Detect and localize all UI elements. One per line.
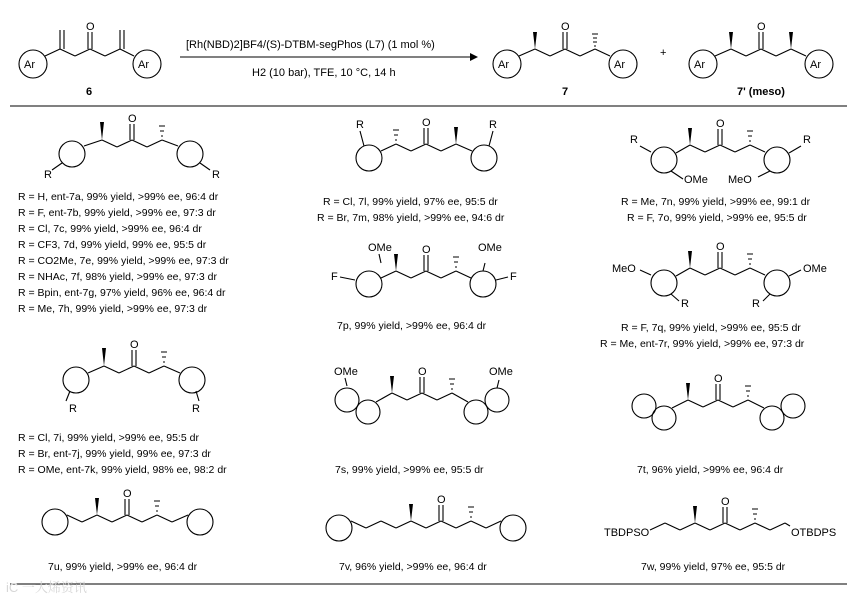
ar-label: Ar: [614, 59, 625, 71]
carbonyl-o: O: [561, 21, 570, 33]
ome-label: OMe: [684, 174, 708, 186]
product-7-meso: [689, 21, 833, 98]
carbonyl-o: O: [418, 366, 427, 378]
structure-7s: [334, 366, 513, 424]
tbdpso-label: TBDPSO: [604, 527, 650, 539]
structure-7q-r: [612, 241, 827, 310]
ome-label: OMe: [489, 366, 513, 378]
substrate-label: 6: [86, 86, 93, 98]
result-line: R = Me, 7n, 99% yield, >99% ee, 99:1 dr: [621, 196, 811, 208]
result-line: 7u, 99% yield, >99% ee, 96:4 dr: [48, 561, 198, 573]
meo-label: MeO: [728, 174, 752, 186]
results-7a-h: [18, 191, 229, 315]
ar-label: Ar: [138, 59, 149, 71]
structure-7p: [331, 242, 517, 297]
results-7p: [337, 320, 487, 332]
result-line: R = Cl, 7l, 99% yield, 97% ee, 95:5 dr: [323, 196, 498, 208]
result-line: R = OMe, ent-7k, 99% yield, 98% ee, 98:2 dr: [18, 464, 227, 476]
result-line: R = Me, 7h, 99% yield, >99% ee, 97:3 dr: [18, 303, 208, 315]
structure-7v: [326, 494, 526, 541]
results-7n-o: [621, 196, 811, 224]
structure-7i-k: [63, 339, 205, 415]
otbdps-label: OTBDPS: [791, 527, 837, 539]
result-line: R = F, 7o, 99% yield, >99% ee, 95:5 dr: [627, 212, 807, 224]
result-line: R = H, ent-7a, 99% yield, >99% ee, 96:4 dr: [18, 191, 219, 203]
results-7v: [339, 561, 487, 573]
ome-label: OMe: [334, 366, 358, 378]
product-7: [493, 21, 637, 98]
substituent-r: R: [44, 169, 52, 181]
result-line: R = CF3, 7d, 99% yield, 99% ee, 95:5 dr: [18, 239, 207, 251]
substituent-r: R: [681, 298, 689, 310]
fluoro-label: F: [331, 271, 338, 283]
result-line: 7t, 96% yield, >99% ee, 96:4 dr: [637, 464, 784, 476]
structure-7w: [604, 496, 836, 539]
result-line: R = F, 7q, 99% yield, >99% ee, 95:5 dr: [621, 322, 801, 334]
carbonyl-o: O: [714, 373, 723, 385]
carbonyl-o: O: [128, 113, 137, 125]
structure-7n-o: [630, 118, 811, 186]
watermark: iC 一大烯资讯: [6, 580, 87, 595]
carbonyl-o: O: [86, 21, 95, 33]
carbonyl-o: O: [721, 496, 730, 508]
structure-7l-m: [356, 117, 497, 171]
result-line: 7p, 99% yield, >99% ee, 96:4 dr: [337, 320, 487, 332]
meo-label: MeO: [612, 263, 636, 275]
ome-label: OMe: [478, 242, 502, 254]
reagent-line-1: [Rh(NBD)2]BF4/(S)-DTBM-segPhos (L7) (1 mol %): [186, 39, 435, 51]
substituent-r: R: [803, 134, 811, 146]
substituent-r: R: [212, 169, 220, 181]
ar-label: Ar: [498, 59, 509, 71]
substituent-r: R: [69, 403, 77, 415]
fluoro-label: F: [510, 271, 517, 283]
result-line: R = Br, 7m, 98% yield, >99% ee, 94:6 dr: [317, 212, 505, 224]
plus-sign: +: [660, 47, 667, 59]
reagent-line-2: H2 (10 bar), TFE, 10 °C, 14 h: [252, 67, 396, 79]
substituent-r: R: [192, 403, 200, 415]
carbonyl-o: O: [422, 244, 431, 256]
carbonyl-o: O: [437, 494, 446, 506]
carbonyl-o: O: [123, 488, 132, 500]
result-line: R = Bpin, ent-7g, 97% yield, 96% ee, 96:4 dr: [18, 287, 226, 299]
carbonyl-o: O: [716, 118, 725, 130]
result-line: R = F, ent-7b, 99% yield, >99% ee, 97:3 dr: [18, 207, 216, 219]
ar-label: Ar: [694, 59, 705, 71]
results-7t: [637, 464, 784, 476]
result-line: R = Me, ent-7r, 99% yield, >99% ee, 97:3 dr: [600, 338, 805, 350]
result-line: R = CO2Me, 7e, 99% yield, >99% ee, 97:3 dr: [18, 255, 229, 267]
results-7s: [335, 464, 484, 476]
result-line: R = NHAc, 7f, 98% yield, >99% ee, 97:3 dr: [18, 271, 218, 283]
result-line: R = Cl, 7i, 99% yield, >99% ee, 95:5 dr: [18, 432, 199, 444]
result-line: 7v, 96% yield, >99% ee, 96:4 dr: [339, 561, 487, 573]
substituent-r: R: [356, 119, 364, 131]
results-7l-m: [317, 196, 505, 224]
carbonyl-o: O: [422, 117, 431, 129]
structure-7a-h: [44, 113, 220, 181]
result-line: 7s, 99% yield, >99% ee, 95:5 dr: [335, 464, 484, 476]
result-line: 7w, 99% yield, 97% ee, 95:5 dr: [641, 561, 786, 573]
results-7w: [641, 561, 786, 573]
ome-label: OMe: [803, 263, 827, 275]
ome-label: OMe: [368, 242, 392, 254]
structure-7u: [42, 488, 213, 535]
structure-7t: [632, 373, 805, 430]
substituent-r: R: [752, 298, 760, 310]
ar-label: Ar: [24, 59, 35, 71]
meso-label: 7' (meso): [737, 86, 785, 98]
reaction-arrow: [180, 39, 478, 79]
result-line: R = Br, ent-7j, 99% yield, 99% ee, 97:3 dr: [18, 448, 211, 460]
results-7i-k: [18, 432, 227, 476]
results-7u: [48, 561, 198, 573]
product-label: 7: [562, 86, 569, 98]
substituent-r: R: [630, 134, 638, 146]
results-7q-r: [600, 322, 805, 350]
carbonyl-o: O: [716, 241, 725, 253]
substrate-6: [19, 21, 161, 98]
carbonyl-o: O: [757, 21, 766, 33]
ar-label: Ar: [810, 59, 821, 71]
carbonyl-o: O: [130, 339, 139, 351]
substituent-r: R: [489, 119, 497, 131]
result-line: R = Cl, 7c, 99% yield, >99% ee, 96:4 dr: [18, 223, 202, 235]
